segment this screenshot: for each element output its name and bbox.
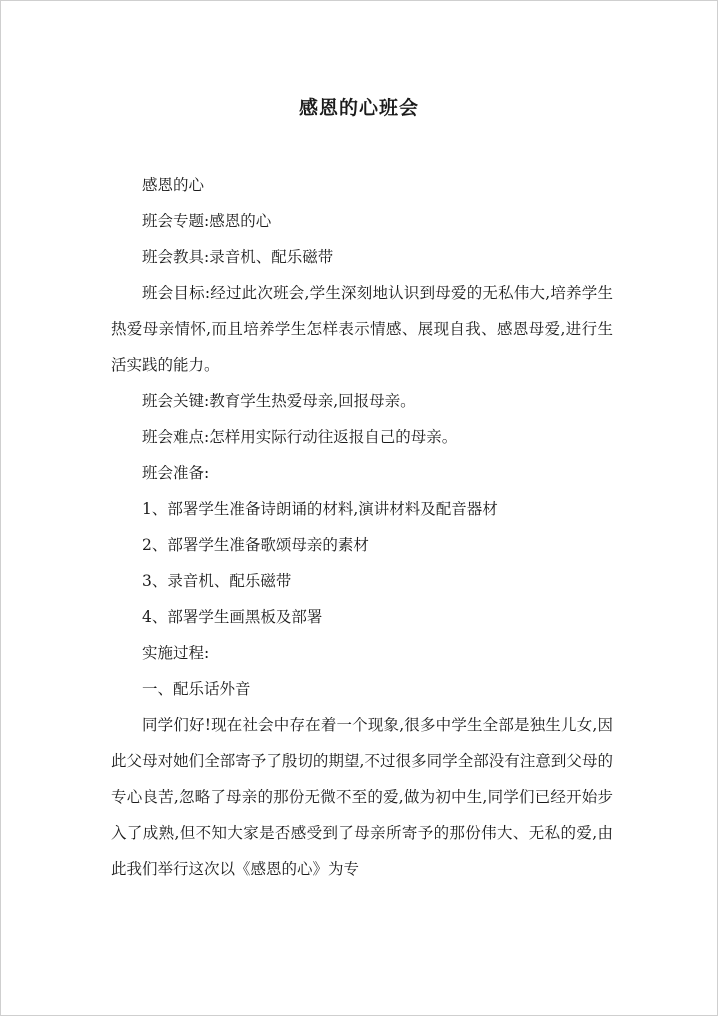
paragraph: 感恩的心 [142, 176, 205, 194]
paragraph: 同学们好!现在社会中存在着一个现象,很多中学生全部是独生儿女,因此父母对她们全部寄予了殷切的期望,不过很多同学全部没有注意到父母的专心良苦,忽略了母亲的那份无微不至的爱,做为初中生,同学们已经开始步入了成熟,但不知大家是否感受到了母亲所寄予的那份伟大、无私的爱,由此我们举行这次以《感恩的心》为专 [111, 716, 613, 878]
paragraph: 实施过程: [142, 644, 210, 662]
paragraph: 班会教具:录音机、配乐磁带 [142, 248, 334, 266]
paragraph: 班会难点:怎样用实际行动往返报自己的母亲。 [142, 428, 458, 446]
document-title: 感恩的心班会 [298, 97, 419, 119]
list-item: 2、部署学生准备歌颂母亲的素材 [142, 536, 369, 554]
paragraph: 班会关键:教育学生热爱母亲,回报母亲。 [142, 392, 416, 410]
list-item: 3、录音机、配乐磁带 [142, 572, 292, 590]
paragraph: 班会专题:感恩的心 [142, 212, 272, 230]
document-body [111, 167, 613, 887]
list-item: 1、部署学生准备诗朗诵的材料,演讲材料及配音器材 [142, 500, 498, 518]
section-heading: 一、配乐话外音 [142, 680, 251, 698]
list-item: 4、部署学生画黑板及部署 [142, 608, 323, 626]
paragraph: 班会目标:经过此次班会,学生深刻地认识到母爱的无私伟大,培养学生热爱母亲情怀,而且培养学生怎样表示情感、展现自我、感恩母爱,进行生活实践的能力。 [111, 284, 613, 374]
paragraph: 班会准备: [142, 464, 210, 482]
